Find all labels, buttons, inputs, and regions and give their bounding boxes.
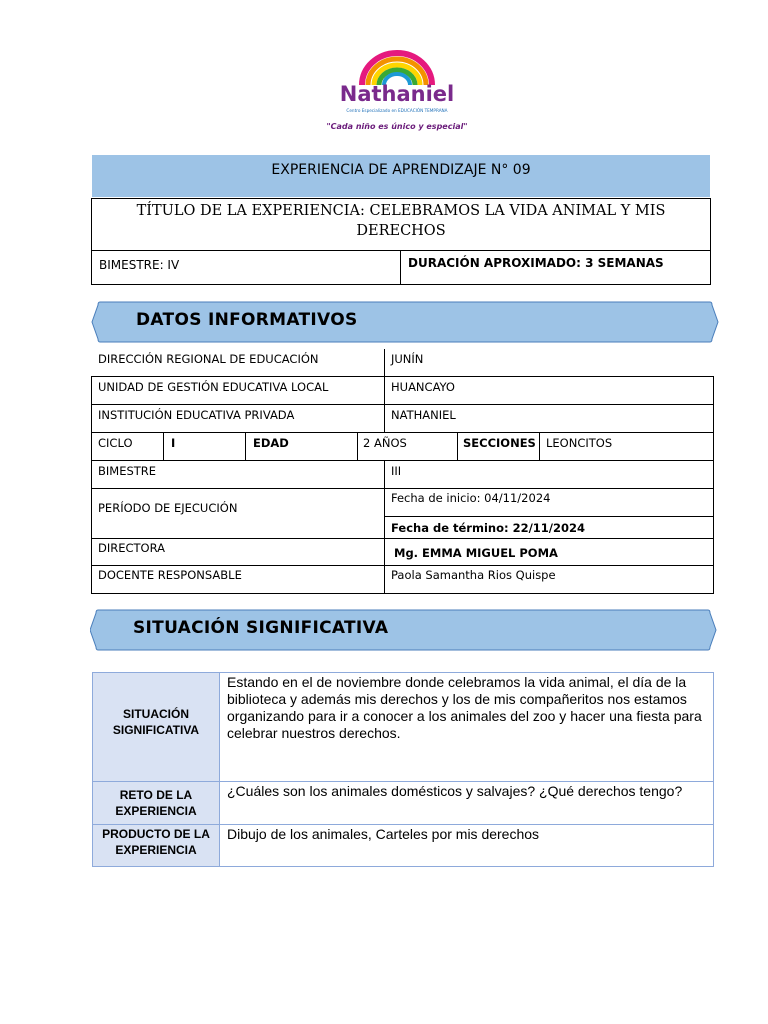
rainbow-logo-icon [322,43,472,136]
docente-label: DOCENTE RESPONSABLE [98,568,242,582]
duracion-cell [400,250,711,285]
directora-value: Mg. EMMA MIGUEL POMA [394,546,558,560]
reto-text: ¿Cuáles son los animales domésticos y salvajes? ¿Qué derechos tengo? [227,783,683,799]
logo-slogan: "Cada niño es único y especial" [326,122,468,131]
producto-label: PRODUCTO DE LA EXPERIENCIA [102,827,210,857]
logo-subtitle: Centro Especializado en EDUCACIÓN TEMPRANA [346,108,448,113]
ciclo-label: CICLO [98,436,133,450]
bimestre-text: BIMESTRE: IV [99,258,180,272]
reto-label-cell [92,781,220,825]
datos-informativos-title: DATOS INFORMATIVOS [136,310,358,330]
reto-text-cell [219,781,714,825]
experience-title: TÍTULO DE LA EXPERIENCIA: CELEBRAMOS LA VIDA ANIMAL Y MIS DERECHOS [136,203,666,239]
ugel-value: HUANCAYO [391,380,455,394]
duracion-text: DURACIÓN APROXIMADO: 3 SEMANAS [408,256,664,270]
bimestre-cell [91,250,401,285]
periodo-label: PERÍODO DE EJECUCIÓN [98,501,238,515]
situacion-text: Estando en el de noviembre donde celebramos la vida animal, el día de la biblioteca y además mis derechos y los de mis compañeritos nos estamos organizando para ir a conocer a los animales del zoo y hacer una fiesta para celebrar nuestros derechos. [227,674,702,741]
secciones-label: SECCIONES [463,436,536,450]
bimestre-value: III [391,464,402,478]
secciones-value: LEONCITOS [546,436,613,450]
edad-label: EDAD [253,436,289,450]
experience-title-cell [91,198,711,251]
situacion-significativa-ribbon [90,609,720,651]
docente-value: Paola Samantha Rios Quispe [391,568,556,582]
experience-number-band [92,155,710,197]
datos-table [91,349,714,595]
experience-number: EXPERIENCIA DE APRENDIZAJE N° 09 [271,162,531,178]
directora-label: DIRECTORA [98,541,166,555]
fecha-inicio: Fecha de inicio: 04/11/2024 [391,491,551,505]
ie-label: INSTITUCIÓN EDUCATIVA PRIVADA [98,408,295,422]
situacion-significativa-title: SITUACIÓN SIGNIFICATIVA [133,618,389,638]
edad-value: 2 AÑOS [363,436,407,450]
ugel-label: UNIDAD DE GESTIÓN EDUCATIVA LOCAL [98,380,329,394]
situacion-label-cell [92,672,220,782]
bimestre-label: BIMESTRE [98,464,157,478]
logo-name: Nathaniel [339,82,455,106]
ciclo-value: I [171,436,176,450]
reto-label: RETO DE LA EXPERIENCIA [115,788,197,818]
producto-label-cell [92,824,220,867]
producto-text: Dibujo de los animales, Carteles por mis derechos [227,826,540,842]
datos-informativos-ribbon [90,301,720,343]
dre-value: JUNÍN [391,352,424,366]
producto-text-cell [219,824,714,867]
ie-value: NATHANIEL [391,408,456,422]
nathaniel-logo [322,43,472,136]
situacion-label: SITUACIÓN SIGNIFICATIVA [112,707,200,737]
situacion-text-cell [219,672,714,782]
dre-label: DIRECCIÓN REGIONAL DE EDUCACIÓN [98,352,319,366]
fecha-termino: Fecha de término: 22/11/2024 [391,521,585,535]
